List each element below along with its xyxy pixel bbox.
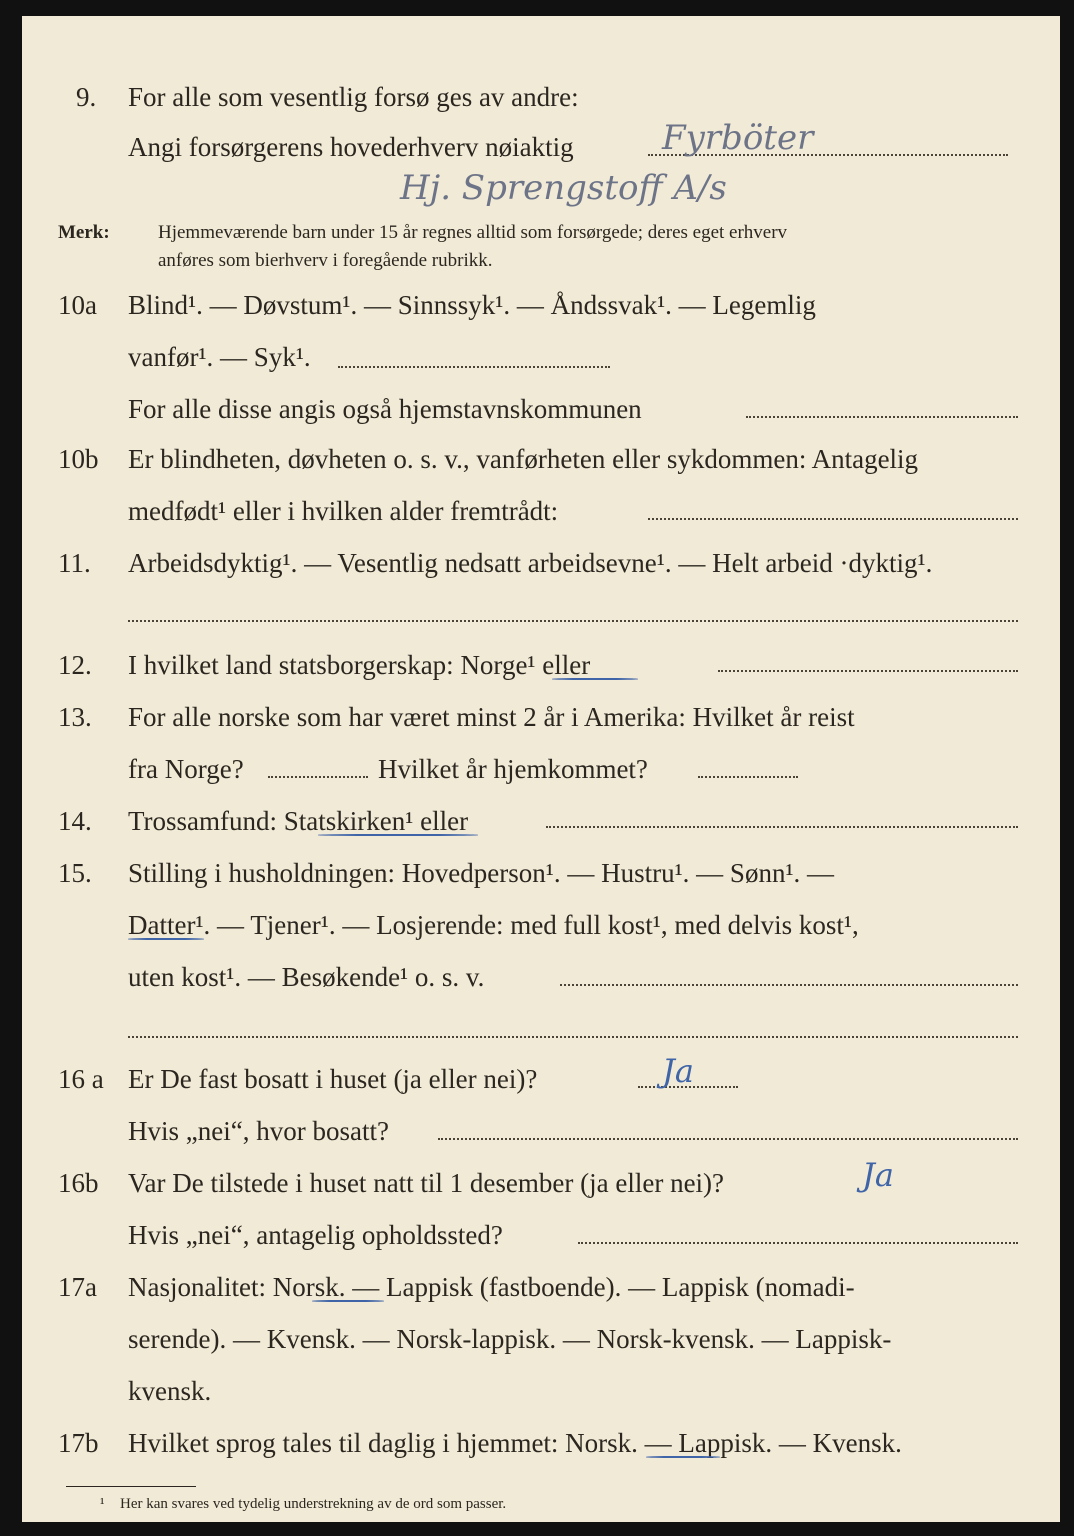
q9-number: 9. (76, 82, 97, 112)
q9-line2: Angi forsørgerens hovederhverv nøiaktig (128, 132, 574, 162)
q10a-sick-line (338, 366, 610, 368)
q16a-line2: Hvis „nei“, hvor bosatt? (128, 1116, 389, 1146)
q16a-number: 16 a (58, 1064, 104, 1094)
q10a-home-municipality-line (746, 416, 1018, 418)
q10b-line1: Er blindheten, døvheten o. s. v., vanførheten eller sykdommen: Antagelig (128, 444, 919, 474)
q15-answer-line-2 (128, 1036, 1018, 1038)
q13-departure-year-line (268, 776, 368, 778)
q14-number: 14. (58, 806, 92, 836)
q14-answer-line (546, 826, 1018, 828)
footnote-mark: ¹ (100, 1496, 105, 1512)
q14-line1: Trossamfund: Statskirken¹ eller (128, 806, 469, 836)
q11-number: 11. (58, 548, 91, 578)
footnote-rule (66, 1486, 196, 1487)
footnote-text: Her kan svares ved tydelig understrekning av de ord som passer. (120, 1496, 507, 1512)
q15-line1: Stilling i husholdningen: Hovedperson¹. — Hustru¹. — Sønn¹. — (128, 858, 835, 888)
q10b-answer-line (648, 518, 1018, 520)
q12-number: 12. (58, 650, 92, 680)
merk-line2: anføres som bierhverv i foregående rubrikk. (158, 250, 493, 271)
q16b-stay-line (578, 1242, 1018, 1244)
q10a-line3: For alle disse angis også hjemstavnskommunen (128, 394, 642, 424)
census-form-page (22, 16, 1060, 1522)
q17b-line1: Hvilket sprog tales til daglig i hjemmet: Norsk. — Lappisk. — Kvensk. (128, 1428, 902, 1458)
merk-label: Merk: (58, 222, 110, 243)
q12-norge-underline (552, 678, 638, 680)
q16a-answer: Ja (662, 1052, 694, 1090)
q13-number: 13. (58, 702, 92, 732)
q13-line2a: fra Norge? (128, 754, 244, 784)
q10a-line2: vanfør¹. — Syk¹. (128, 342, 311, 372)
q16a-residence-line (438, 1138, 1018, 1140)
q17b-norsk-underline (646, 1456, 720, 1458)
q13-line2b: Hvilket år hjemkommet? (378, 754, 648, 784)
q16a-line1: Er De fast bosatt i huset (ja eller nei)? (128, 1064, 538, 1094)
q15-number: 15. (58, 858, 92, 888)
q15-line3: uten kost¹. — Besøkende¹ o. s. v. (128, 962, 485, 992)
q14-statskirken-underline (318, 834, 478, 836)
q11-answer-line (128, 620, 1018, 622)
q17a-number: 17a (58, 1272, 97, 1302)
q17a-norsk-underline (312, 1300, 384, 1302)
q13-return-year-line (698, 776, 798, 778)
q10a-line1: Blind¹. — Døvstum¹. — Sinnssyk¹. — Åndssvak¹. — Legemlig (128, 290, 816, 320)
q13-line1: For alle norske som har været minst 2 år i Amerika: Hvilket år reist (128, 702, 855, 732)
q12-line1: I hvilket land statsborgerskap: Norge¹ eller (128, 650, 591, 680)
q10b-line2: medfødt¹ eller i hvilken alder fremtrådt: (128, 496, 559, 526)
q17a-line2: serende). — Kvensk. — Norsk-lappisk. — Norsk-kvensk. — Lappisk- (128, 1324, 892, 1354)
q9-answer-employer: Hj. Sprengstoff A/s (400, 168, 727, 208)
q11-line1: Arbeidsdyktig¹. — Vesentlig nedsatt arbeidsevne¹. — Helt arbeid ·dyktig¹. (128, 548, 933, 578)
q9-answer-occupation: Fyrböter (662, 118, 814, 158)
merk-line1: Hjemmeværende barn under 15 år regnes alltid som forsørgede; deres eget erhverv (158, 222, 788, 243)
q16b-line1: Var De tilstede i huset natt til 1 desember (ja eller nei)? (128, 1168, 725, 1198)
q10a-number: 10a (58, 290, 97, 320)
q16b-number: 16b (58, 1168, 99, 1198)
q10b-number: 10b (58, 444, 99, 474)
q16b-answer: Ja (862, 1156, 894, 1194)
q17a-line3: kvensk. (128, 1376, 212, 1406)
q15-answer-line (560, 984, 1018, 986)
q12-answer-line (718, 670, 1018, 672)
q15-datter-underline (128, 938, 204, 940)
q15-line2: Datter¹. — Tjener¹. — Losjerende: med full kost¹, med delvis kost¹, (128, 910, 859, 940)
q16b-line2: Hvis „nei“, antagelig opholdssted? (128, 1220, 503, 1250)
q9-line1: For alle som vesentlig forsø ges av andre: (128, 82, 579, 112)
q17b-number: 17b (58, 1428, 99, 1458)
q17a-line1: Nasjonalitet: Norsk. — Lappisk (fastboende). — Lappisk (nomadi- (128, 1272, 855, 1302)
